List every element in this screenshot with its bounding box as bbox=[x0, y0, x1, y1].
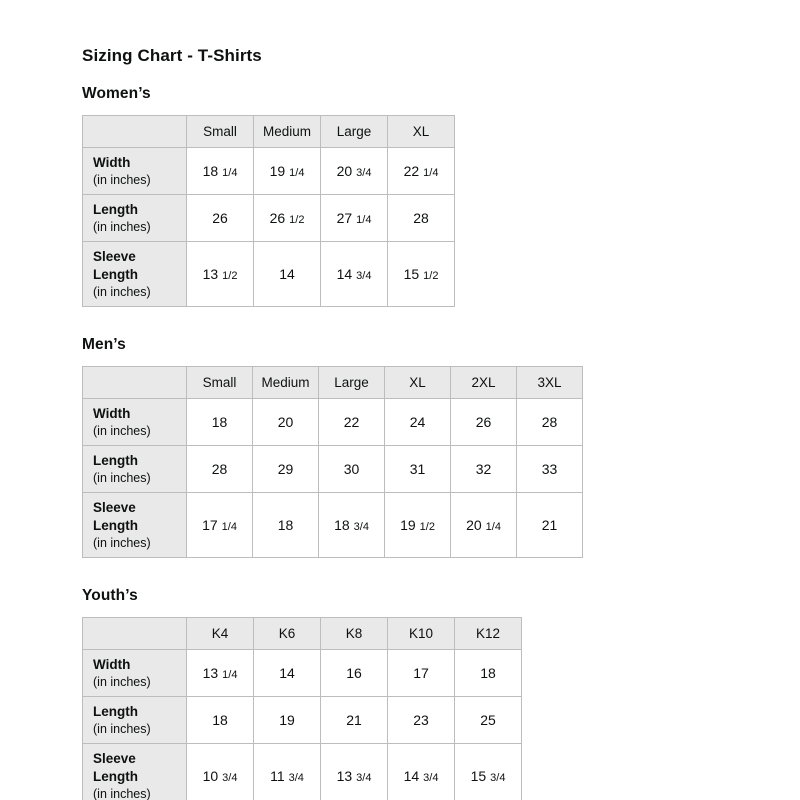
measurement-label: Length bbox=[93, 453, 138, 468]
measurement-label-cell bbox=[83, 399, 187, 446]
measurement-value: 14 3/4 bbox=[388, 744, 455, 800]
measurement-value: 18 bbox=[253, 493, 319, 558]
measurement-unit: (in inches) bbox=[93, 220, 151, 234]
measurement-label: Sleeve Length bbox=[93, 751, 138, 784]
measurement-unit: (in inches) bbox=[93, 424, 151, 438]
size-header-row bbox=[83, 116, 455, 148]
measurement-label: Sleeve Length bbox=[93, 249, 138, 282]
measurement-value: 28 bbox=[187, 446, 253, 493]
size-column-header: Small bbox=[187, 116, 254, 148]
size-column-header: K8 bbox=[321, 618, 388, 650]
size-column-header: 3XL bbox=[517, 367, 583, 399]
measurement-label-cell bbox=[83, 195, 187, 242]
measurement-unit: (in inches) bbox=[93, 722, 151, 736]
measurement-value: 13 3/4 bbox=[321, 744, 388, 800]
measurement-unit: (in inches) bbox=[93, 173, 151, 187]
measurement-row bbox=[83, 148, 455, 195]
measurement-value: 27 1/4 bbox=[321, 195, 388, 242]
measurement-row bbox=[83, 195, 455, 242]
measurement-unit: (in inches) bbox=[93, 675, 151, 689]
measurement-label: Width bbox=[93, 657, 131, 672]
size-column-header: Large bbox=[321, 116, 388, 148]
measurement-value: 21 bbox=[321, 697, 388, 744]
measurement-label-cell bbox=[83, 650, 187, 697]
measurement-row bbox=[83, 744, 522, 800]
measurement-unit: (in inches) bbox=[93, 471, 151, 485]
measurement-value: 33 bbox=[517, 446, 583, 493]
measurement-label-cell bbox=[83, 148, 187, 195]
measurement-row bbox=[83, 242, 455, 307]
measurement-value: 15 3/4 bbox=[455, 744, 522, 800]
size-column-header: 2XL bbox=[451, 367, 517, 399]
measurement-value: 13 1/2 bbox=[187, 242, 254, 307]
size-header-row bbox=[83, 367, 583, 399]
sizing-table-youths bbox=[82, 617, 522, 800]
measurement-value: 18 1/4 bbox=[187, 148, 254, 195]
section-mens bbox=[82, 336, 760, 558]
measurement-value: 18 bbox=[187, 399, 253, 446]
measurement-label: Length bbox=[93, 202, 138, 217]
measurement-value: 26 1/2 bbox=[254, 195, 321, 242]
section-womens bbox=[82, 85, 760, 307]
measurement-value: 31 bbox=[385, 446, 451, 493]
measurement-value: 22 1/4 bbox=[388, 148, 455, 195]
size-column-header: Medium bbox=[254, 116, 321, 148]
measurement-unit: (in inches) bbox=[93, 536, 151, 550]
measurement-value: 19 bbox=[254, 697, 321, 744]
measurement-value: 17 1/4 bbox=[187, 493, 253, 558]
measurement-label-cell bbox=[83, 493, 187, 558]
measurement-value: 19 1/2 bbox=[385, 493, 451, 558]
measurement-value: 16 bbox=[321, 650, 388, 697]
measurement-value: 17 bbox=[388, 650, 455, 697]
measurement-value: 20 3/4 bbox=[321, 148, 388, 195]
measurement-label: Width bbox=[93, 406, 131, 421]
measurement-value: 26 bbox=[451, 399, 517, 446]
corner-cell bbox=[83, 618, 187, 650]
measurement-value: 28 bbox=[388, 195, 455, 242]
size-column-header: XL bbox=[385, 367, 451, 399]
corner-cell bbox=[83, 367, 187, 399]
measurement-value: 29 bbox=[253, 446, 319, 493]
sizing-table-womens bbox=[82, 115, 455, 307]
measurement-value: 25 bbox=[455, 697, 522, 744]
measurement-value: 19 1/4 bbox=[254, 148, 321, 195]
measurement-value: 28 bbox=[517, 399, 583, 446]
size-column-header: K12 bbox=[455, 618, 522, 650]
measurement-unit: (in inches) bbox=[93, 285, 151, 299]
measurement-label-cell bbox=[83, 446, 187, 493]
corner-cell bbox=[83, 116, 187, 148]
measurement-value: 13 1/4 bbox=[187, 650, 254, 697]
measurement-value: 32 bbox=[451, 446, 517, 493]
measurement-unit: (in inches) bbox=[93, 787, 151, 800]
measurement-label-cell bbox=[83, 744, 187, 800]
size-header-row bbox=[83, 618, 522, 650]
size-column-header: Large bbox=[319, 367, 385, 399]
sizing-table-mens bbox=[82, 366, 583, 558]
measurement-row bbox=[83, 446, 583, 493]
measurement-row bbox=[83, 493, 583, 558]
measurement-value: 23 bbox=[388, 697, 455, 744]
measurement-value: 21 bbox=[517, 493, 583, 558]
size-column-header: XL bbox=[388, 116, 455, 148]
size-column-header: K6 bbox=[254, 618, 321, 650]
measurement-label: Width bbox=[93, 155, 131, 170]
section-youths bbox=[82, 587, 760, 800]
measurement-row bbox=[83, 650, 522, 697]
measurement-value: 18 bbox=[455, 650, 522, 697]
measurement-value: 11 3/4 bbox=[254, 744, 321, 800]
section-heading-youths: Youth’s bbox=[82, 587, 138, 604]
measurement-value: 18 bbox=[187, 697, 254, 744]
measurement-label-cell bbox=[83, 242, 187, 307]
measurement-label: Length bbox=[93, 704, 138, 719]
measurement-value: 18 3/4 bbox=[319, 493, 385, 558]
section-heading-mens: Men’s bbox=[82, 336, 126, 353]
measurement-value: 20 bbox=[253, 399, 319, 446]
size-column-header: K4 bbox=[187, 618, 254, 650]
measurement-value: 20 1/4 bbox=[451, 493, 517, 558]
measurement-value: 30 bbox=[319, 446, 385, 493]
size-column-header: Small bbox=[187, 367, 253, 399]
measurement-value: 15 1/2 bbox=[388, 242, 455, 307]
page-title: Sizing Chart - T-Shirts bbox=[82, 46, 262, 65]
measurement-value: 26 bbox=[187, 195, 254, 242]
size-column-header: K10 bbox=[388, 618, 455, 650]
measurement-value: 14 bbox=[254, 650, 321, 697]
measurement-row bbox=[83, 697, 522, 744]
measurement-value: 22 bbox=[319, 399, 385, 446]
size-column-header: Medium bbox=[253, 367, 319, 399]
section-heading-womens: Women’s bbox=[82, 85, 151, 102]
measurement-row bbox=[83, 399, 583, 446]
measurement-value: 24 bbox=[385, 399, 451, 446]
measurement-value: 14 3/4 bbox=[321, 242, 388, 307]
measurement-value: 14 bbox=[254, 242, 321, 307]
measurement-label: Sleeve Length bbox=[93, 500, 138, 533]
measurement-label-cell bbox=[83, 697, 187, 744]
measurement-value: 10 3/4 bbox=[187, 744, 254, 800]
